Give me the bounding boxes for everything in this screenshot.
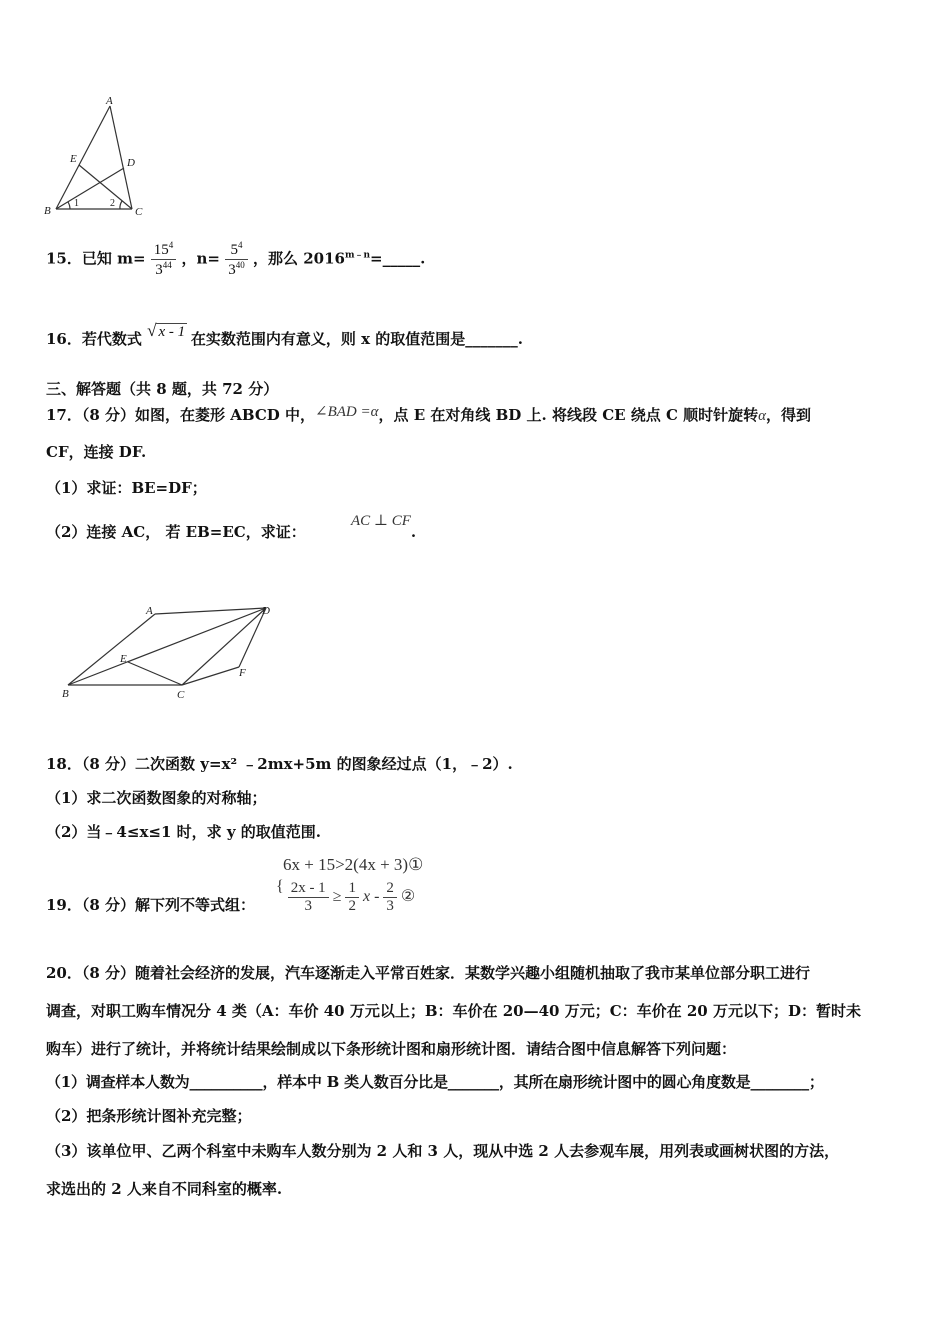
q17-alpha: α <box>758 408 767 424</box>
label-c: C <box>135 206 143 218</box>
section-heading: 三、解答题（共 8 题，共 72 分） <box>46 380 279 398</box>
edge-ab <box>56 106 110 209</box>
segment-ce2 <box>128 662 182 685</box>
f2-num: 1 <box>348 880 356 896</box>
label-f2: F <box>239 667 246 679</box>
f3-num: 2 <box>386 880 394 896</box>
system-brace-icon: { <box>276 878 284 896</box>
angle-arc-1 <box>68 202 70 209</box>
n-numerator: 5 <box>230 242 238 258</box>
f2-den: 2 <box>345 897 359 915</box>
n-denominator: 3 <box>228 262 236 278</box>
question-17-line2: CF，连接 DF. <box>46 443 147 461</box>
label-b: B <box>44 205 51 217</box>
triangle-figure <box>40 92 160 222</box>
question-17-part2 <box>46 513 417 542</box>
m-numerator: 15 <box>153 242 169 258</box>
question-20-line3: 购车）进行了统计，并将统计结果绘制成以下条形统计图和扇形统计图．请结合图中信息解答下列问题： <box>46 1040 737 1058</box>
sqrt-expression <box>147 321 191 340</box>
question-20-part2: （2）把条形统计图补充完整； <box>46 1107 252 1125</box>
question-20-part1: （1）调查样本人数为__________，样本中 B 类人数百分比是_______，其所在扇形统计图中的圆心角度数是________； <box>46 1073 824 1091</box>
question-16 <box>46 321 523 349</box>
fraction-2x-1 <box>288 880 329 915</box>
edge-cd <box>182 608 266 685</box>
angle-arc-2 <box>120 201 122 209</box>
q19-inequality-2 <box>276 880 415 915</box>
edge-ad <box>155 608 266 614</box>
f1-num: 2x - 1 <box>290 880 326 896</box>
fraction-one-half <box>345 880 359 915</box>
circled-two: ② <box>400 888 416 906</box>
q17-end: ，得到 <box>766 406 812 424</box>
fraction-m <box>151 240 177 279</box>
edge-ab2 <box>68 614 155 685</box>
question-17-part1: （1）求证：BE=DF； <box>46 479 207 497</box>
q17-part2-text: （2）连接 AC， 若 EB=EC，求证： <box>46 523 306 541</box>
f1-den: 3 <box>288 897 329 915</box>
label-d: D <box>127 157 135 169</box>
question-20-part3b: 求选出的 2 人来自不同科室的概率. <box>46 1180 283 1198</box>
q17-perp: AC ⊥ CF <box>350 513 411 529</box>
f3-den: 3 <box>383 897 397 915</box>
x-minus: x - <box>362 888 380 906</box>
fraction-two-thirds <box>383 880 397 915</box>
n-numerator-exp: 4 <box>237 240 243 250</box>
q15-exponent: m﹣n <box>344 250 371 261</box>
question-20-line1: 20．（8 分）随着社会经济的发展，汽车逐渐走入平常百姓家．某数学兴趣小组随机抽取了我市某单位部分职工进行 <box>46 964 811 982</box>
question-19-label: 19．（8 分）解下列不等式组： <box>46 896 256 914</box>
q17-middle: ，点 E 在对角线 BD 上. 将线段 CE 绕点 C 顺时针旋转 <box>378 406 759 424</box>
sqrt-sign-icon: √ <box>147 321 157 340</box>
segment-cf <box>182 667 239 685</box>
m-denominator: 3 <box>155 262 163 278</box>
label-angle-1: 1 <box>74 198 79 209</box>
fraction-n <box>225 240 248 279</box>
question-15 <box>46 240 425 279</box>
label-a: A <box>106 95 113 107</box>
q17-angle: ∠BAD =α <box>315 404 379 420</box>
q15-tail: ，那么 2016 <box>252 249 345 268</box>
label-d2: D <box>262 605 270 617</box>
m-denominator-exp: 44 <box>162 260 172 270</box>
label-a2: A <box>146 605 153 617</box>
question-18-line1: 18．（8 分）二次函数 y=x² ﹣2mx+5m 的图象经过点（1，﹣2）. <box>46 755 513 773</box>
question-20-part3: （3）该单位甲、乙两个科室中未购车人数分别为 2 人和 3 人，现从中选 2 人去参观车展，用列表或画树状图的方法， <box>46 1142 840 1160</box>
question-17-line1 <box>46 404 811 425</box>
label-c2: C <box>177 689 185 701</box>
q15-answer-blank: =_____. <box>370 249 426 268</box>
label-angle-2: 2 <box>110 198 115 209</box>
question-18-part2: （2）当﹣4≤x≤1 时，求 y 的取值范围. <box>46 823 321 841</box>
q15-prefix: 15．已知 m= <box>46 249 146 268</box>
q15-sep: ，n= <box>181 249 220 268</box>
q17-part2-end: . <box>410 523 417 541</box>
q17-intro: 17．（8 分）如图，在菱形 ABCD 中， <box>46 406 316 424</box>
m-numerator-exp: 4 <box>168 240 174 250</box>
q16-prefix: 16．若代数式 <box>46 330 142 348</box>
n-denominator-exp: 40 <box>235 260 245 270</box>
question-20-line2: 调查，对职工购车情况分 4 类（A：车价 40 万元以上；B：车价在 20—40 万元；C：车价在 20 万元以下；D：暂时未 <box>46 1002 861 1020</box>
ge-sign: ≥ <box>332 888 342 906</box>
label-b2: B <box>62 688 69 700</box>
question-18-part1: （1）求二次函数图象的对称轴； <box>46 789 267 807</box>
q19-inequality-1: 6x + 15>2(4x + 3)① <box>283 855 424 874</box>
diagonal-bd <box>68 608 266 685</box>
sqrt-radicand: x - 1 <box>158 324 186 340</box>
label-e: E <box>70 153 77 165</box>
label-e2: E <box>120 653 127 665</box>
rhombus-figure <box>56 600 286 705</box>
q16-suffix: 在实数范围内有意义，则 x 的取值范围是_______. <box>190 330 523 348</box>
